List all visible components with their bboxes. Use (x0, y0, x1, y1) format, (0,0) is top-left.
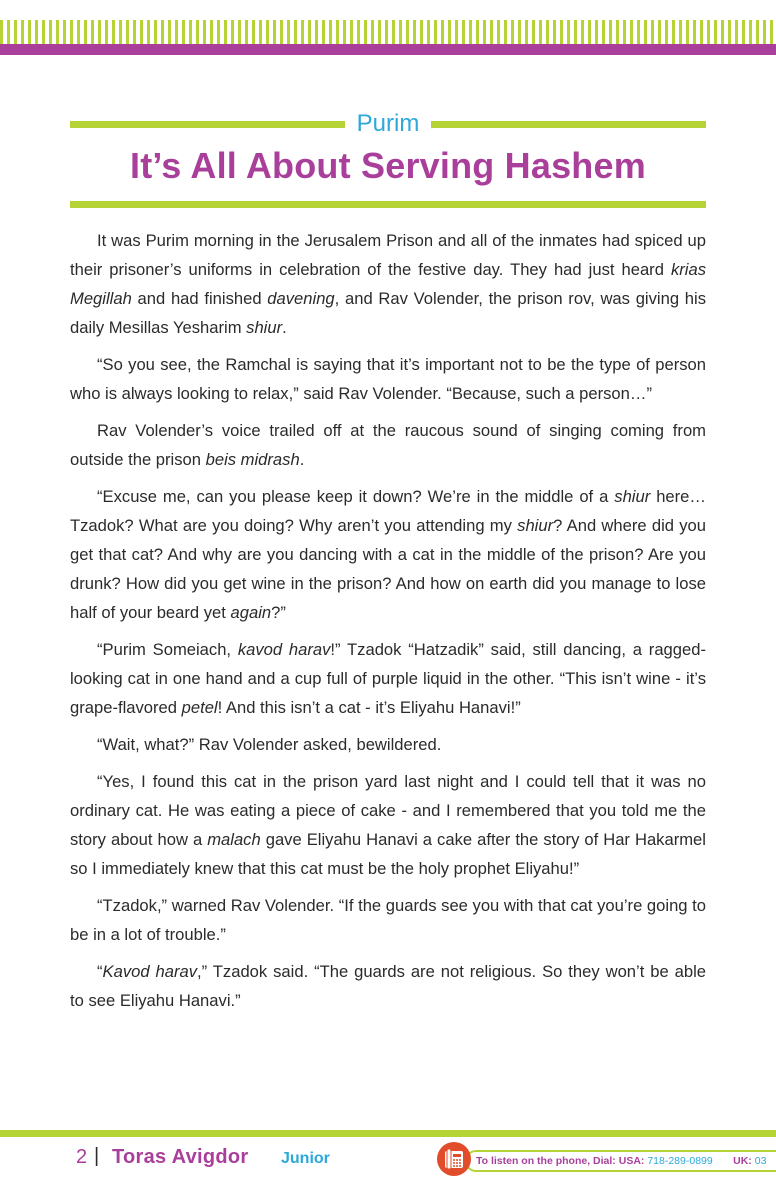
usa-label: USA: (618, 1155, 645, 1167)
phone-label: To listen on the phone, Dial: (476, 1155, 616, 1167)
article-paragraph (70, 891, 706, 949)
italic-term: petel (181, 698, 218, 717)
top-purple-bar (0, 44, 776, 55)
italic-term: shiur (246, 318, 283, 337)
text-run: and had finished (131, 289, 268, 308)
text-run: ,” Tzadok said. “The guards are not religious. So they won’t be able to see Eliyahu Hanavi.” (70, 962, 707, 1010)
article-body (70, 226, 706, 1023)
italic-term: malach (207, 830, 261, 849)
text-run: “Tzadok,” warned Rav Volender. “If the guards see you with that cat you’re going to be in a lot of trouble.” (70, 896, 706, 944)
text-run: “Wait, what?” Rav Volender asked, bewildered. (97, 735, 442, 754)
article-paragraph (70, 635, 706, 722)
italic-term: shiur (614, 487, 651, 506)
footer-rule (0, 1130, 776, 1137)
article-paragraph (70, 767, 706, 883)
text-run: !” Tzadok “Hatzadik” said, still dancing, a ragged-looking cat in one hand and a cup full of purple liquid in the other. “This isn’t wine - it’s grape-flavored (70, 640, 706, 717)
section-kicker: Purim (356, 110, 420, 137)
article-paragraph (70, 957, 706, 1015)
text-run: “Yes, I found this cat in the prison yard last night and I could tell that it was no ordinary cat. He was eating a piece of cake - and I remembered that you told me the story about how a (70, 772, 706, 849)
kicker-row (70, 108, 706, 140)
text-run: . (282, 318, 287, 337)
text-run: , and Rav Volender, the prison rov, was giving his daily Mesillas Yesharim (70, 289, 706, 337)
brand-subtitle: Junior (281, 1150, 330, 1167)
footer-separator: | (94, 1145, 100, 1167)
telephone-icon (437, 1142, 471, 1176)
usa-number[interactable]: 718-289-0899 (647, 1155, 713, 1167)
page-footer (0, 1140, 776, 1180)
text-run: “So you see, the Ramchal is saying that it’s important not to be the type of person who is always looking to relax,” said Rav Volender. “Because, such a person…” (70, 355, 706, 403)
text-run: here… Tzadok? What are you doing? Why aren’t you attending my (70, 487, 706, 535)
italic-term: kavod harav (237, 640, 331, 659)
text-run: “Excuse me, can you please keep it down? We’re in the middle of a (97, 487, 615, 506)
text-run: ?” (271, 603, 286, 622)
text-run: . (299, 450, 305, 469)
italic-term: beis midrash (205, 450, 300, 469)
text-run: “Purim Someiach, (97, 640, 238, 659)
brand-name: Toras Avigdor (112, 1146, 249, 1168)
top-tick-border (0, 20, 776, 44)
text-run: gave Eliyahu Hanavi a cake after the story of Har Hakarmel so I immediately knew that this cat must be the holy prophet Eliyahu!” (70, 830, 706, 878)
kicker-line-right (431, 121, 706, 128)
title-underline (70, 201, 706, 208)
phone-info (465, 1150, 776, 1172)
kicker-line-left (70, 121, 345, 128)
italic-term: again (230, 603, 272, 622)
italic-term: davening (267, 289, 335, 308)
italic-term: Kavod harav (102, 962, 198, 981)
article-paragraph (70, 350, 706, 408)
text-run: “ (97, 962, 103, 981)
article-title: It’s All About Serving Hashem (130, 145, 646, 186)
italic-term: krias Megillah (70, 260, 706, 308)
text-run: It was Purim morning in the Jerusalem Prison and all of the inmates had spiced up their prisoner’s uniforms in celebration of the festive day. They had just heard (70, 231, 706, 279)
article-paragraph (70, 416, 706, 474)
page-number: 2 (76, 1146, 88, 1168)
article-paragraph (70, 482, 706, 627)
text-run: ? And where did you get that cat? And why are you dancing with a cat in the middle of the prison? Are you drunk? How did you get wine in the prison? And how on earth did you manage to lose half of your beard yet (70, 516, 706, 622)
uk-label: UK: (733, 1155, 752, 1167)
italic-term: shiur (517, 516, 554, 535)
article-paragraph (70, 226, 706, 342)
article-paragraph (70, 730, 706, 759)
text-run: ! And this isn’t a cat - it’s Eliyahu Hanavi!” (217, 698, 521, 717)
uk-number[interactable]: 03 (754, 1155, 767, 1167)
text-run: Rav Volender’s voice trailed off at the raucous sound of singing coming from outside the prison (70, 421, 706, 469)
